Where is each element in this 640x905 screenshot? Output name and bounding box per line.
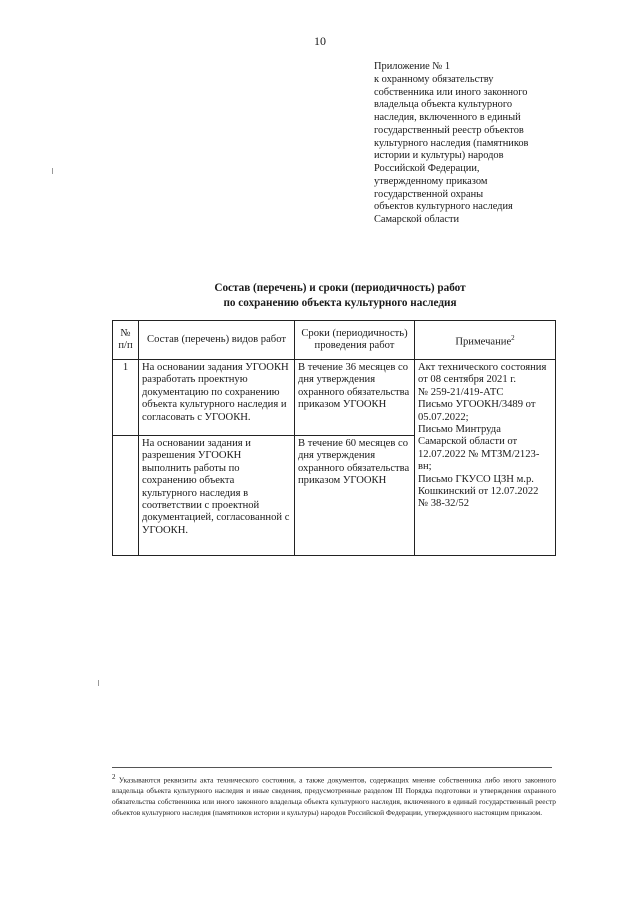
note-line: вн; — [418, 461, 432, 473]
header-num: № п/п — [113, 321, 139, 360]
appendix-line: к охранному обязательству — [374, 73, 494, 85]
works-cell: На основании задания УГООКН разработать проектную документацию по сохранению объекта культурного наследия и согласовать с УГООКН. — [139, 360, 295, 436]
appendix-line: культурного наследия (памятников — [374, 137, 529, 149]
header-note-label: Примечание — [455, 336, 512, 348]
terms-cell: В течение 60 месяцев со дня утверждения охранного обязательства приказом УГООКН — [295, 436, 415, 556]
appendix-line: государственной охраны — [374, 188, 484, 200]
appendix-line: истории и культуры) народов — [374, 150, 504, 162]
footnote-ref: 2 — [511, 333, 515, 342]
appendix-line: утвержденному приказом — [374, 175, 488, 187]
note-line: Письмо ГКУСО ЦЗН м.р. — [418, 473, 534, 485]
title-line: по сохранению объекта культурного наследия — [223, 296, 457, 309]
note-line: Самарской области от — [418, 436, 518, 448]
appendix-header — [374, 61, 574, 227]
table-header-row — [113, 321, 556, 360]
scan-mark — [52, 168, 53, 174]
appendix-line: владельца объекта культурного — [374, 99, 513, 111]
footnote-text: Указываются реквизиты акта технического состояния, а также документов, содержащих мнение собственника либо иного законного владельца объекта культурного наследия и иные сведения, предусмотренные разделом III Порядка подготовки и утверждения охранного обязательства собственника или иного законного владельца объекта культурного наследия, включенного в единый государственный реестр объектов культурного наследия (памятников истории и культуры) народов Российской Федерации, утвержденного настоящим приказом. — [112, 775, 556, 817]
note-cell — [415, 360, 556, 556]
header-terms: Сроки (периодичность) проведения работ — [295, 321, 415, 360]
appendix-line: собственника или иного законного — [374, 86, 528, 98]
document-title — [0, 281, 640, 310]
note-line: от 08 сентября 2021 г. — [418, 374, 517, 386]
title-line: Состав (перечень) и сроки (периодичность) работ — [214, 282, 466, 294]
note-line: № 259-21/419-АТС — [418, 386, 504, 398]
appendix-line: объектов культурного наследия — [374, 201, 513, 213]
table-row — [113, 360, 556, 436]
footnote — [112, 772, 556, 818]
appendix-line: Российской Федерации, — [374, 163, 480, 174]
row-number — [113, 436, 139, 556]
appendix-line: Приложение № 1 — [374, 61, 451, 72]
works-table — [112, 320, 556, 556]
note-line: Письмо Минтруда — [418, 424, 501, 436]
note-line: Кошкинский от 12.07.2022 — [418, 486, 539, 498]
header-note — [415, 321, 556, 360]
footnote-divider — [112, 767, 552, 768]
note-line: 05.07.2022; — [418, 411, 469, 423]
note-line: 12.07.2022 № МТЗМ/2123- — [418, 448, 540, 460]
note-line: № 38-32/52 — [418, 498, 470, 510]
note-line: Акт технического состояния — [418, 362, 547, 373]
appendix-line: наследия, включенного в единый — [374, 112, 521, 123]
page-number: 10 — [314, 34, 326, 48]
footnote-marker: 2 — [112, 773, 116, 781]
scan-mark — [98, 680, 99, 686]
header-works: Состав (перечень) видов работ — [139, 321, 295, 360]
appendix-line: Самарской области — [374, 214, 460, 225]
appendix-line: государственный реестр объектов — [374, 124, 524, 136]
row-number: 1 — [113, 360, 139, 436]
works-cell: На основании задания и разрешения УГООКН выполнить работы по сохранению объекта культурного наследия в соответствии с проектной документацией, согласованной с УГООКН. — [139, 436, 295, 556]
note-line: Письмо УГООКН/3489 от — [418, 399, 536, 411]
terms-cell: В течение 36 месяцев со дня утверждения охранного обязательства приказом УГООКН — [295, 360, 415, 436]
